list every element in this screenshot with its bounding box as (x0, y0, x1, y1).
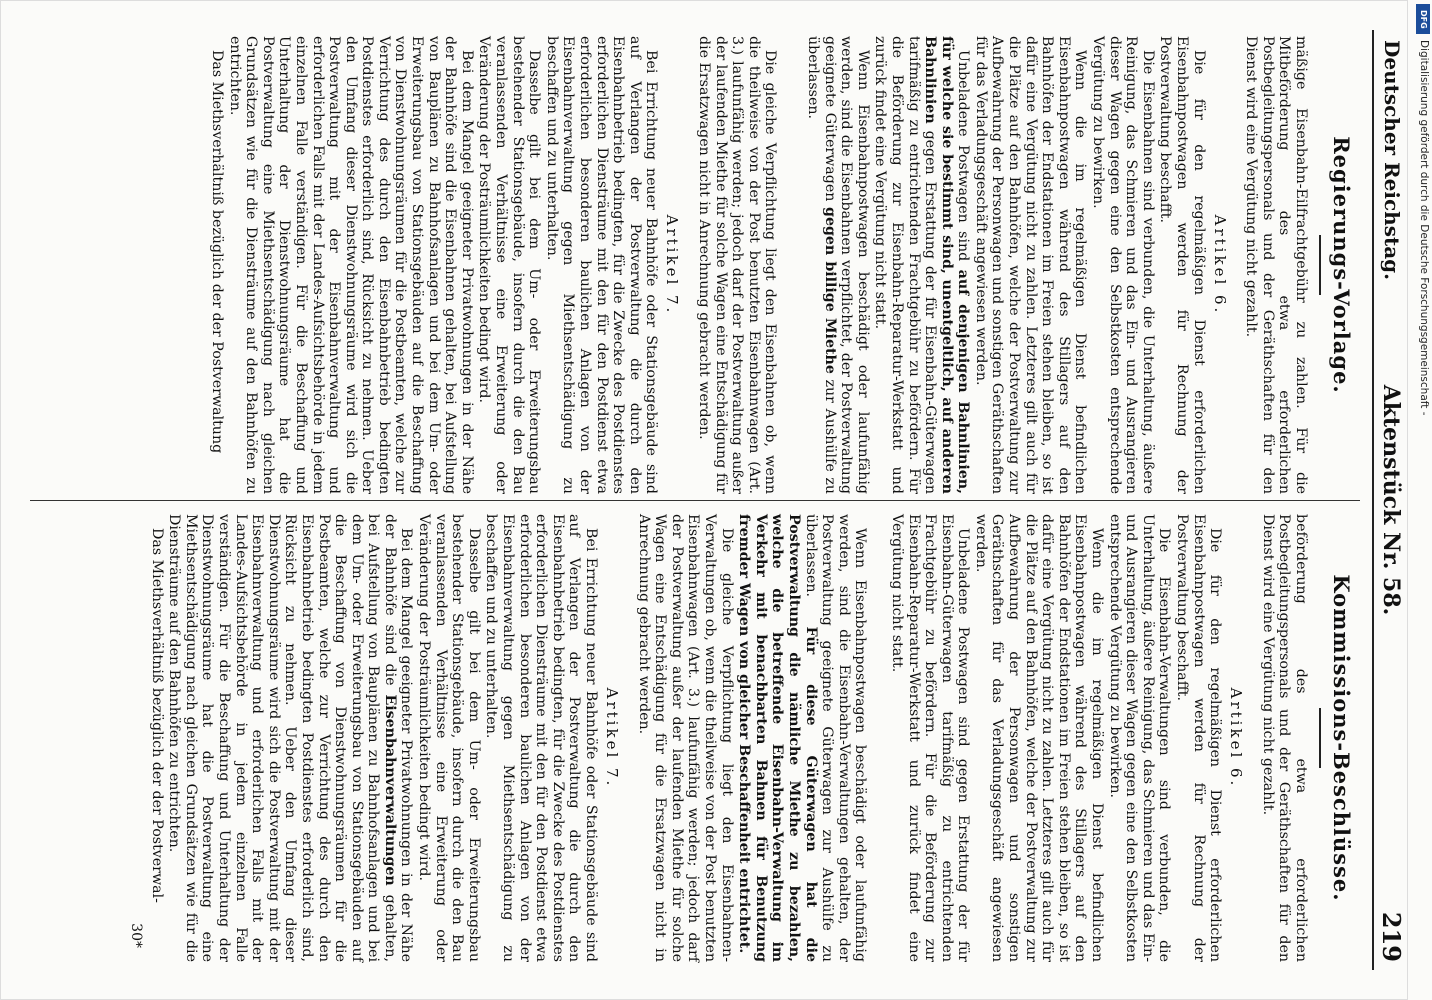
text-run: Wenn Eisenbahnpostwagen beschädigt oder laufunfähig werden, sind die Eisenbahnen verpflichtet, der Postverwaltung geeignete Güterwagen (821, 36, 871, 494)
left-art6-p5 (804, 30, 870, 500)
bold-run: Für diese Güterwagen hat die Postverwaltung die nämliche Miethe zu bezahlen, welche die betreffende Eisenbahn-Verwaltung im Verkehr mit benachbarten Bahnen für Benutzung fremder Wagen von gleicher Beschaffenheit entrichtet. (736, 514, 819, 962)
page-number: 219 (1377, 911, 1406, 962)
title-rule (1319, 235, 1321, 295)
text-run: zur Aushülfe zu überlassen. (804, 36, 838, 495)
right-art7-p1: Bei Errichtung neuer Bahnhöfe oder Stationsgebäude sind auf Verlangen der Postverwaltung die durch den Eisenbahnbetrieb bedingten, für die Zwecke des Postdienstes erforderlichen Diensträume mit den für den Postdienst etwa erforderlichen besonderen baulichen Anlagen von der Eisenbahnverwaltung gegen Miethsentschädigung zu beschaffen und zu unterhalten. (483, 514, 600, 962)
credit-text: Digitalisierung gefördert durch die Deutsche Forschungsgemeinschaft - (1418, 40, 1430, 416)
left-art7-p4: Das Miethsverhältniß bezüglich der der Postverwaltung (208, 50, 225, 454)
government-draft-column (30, 30, 1360, 501)
left-intro: mäßige Eisenbahn-Eilfrachtgebühr zu zahlen. Für die Mitbeförderung des etwa erforderlichen Postbegleitungspersonals und der Geräthschaften für den Dienst wird eine Vergütung nicht gezahlt. (1243, 36, 1309, 494)
left-column-title: Regierungs-Vorlage. (1329, 136, 1354, 394)
right-art7-p3 (166, 508, 415, 968)
bold-run: auf denjenigen Bahnlinien, für welche sie bestimmt sind, unentgeltlich, auf anderen Bahnlinien (922, 36, 972, 494)
text-run: Unbeladene Postwagen sind (955, 50, 972, 262)
left-art6-p4 (872, 30, 972, 500)
credit-strip (1412, 0, 1432, 1000)
right-art6-heading: Artikel 6. (1227, 687, 1246, 789)
left-art6-heading: Artikel 6. (1210, 214, 1229, 316)
left-art7-p2: Dasselbe gilt bei dem Um- oder Erweiterungsbau bestehender Stationsgebäude, insofern durch die den Bau veranlassenden Verhältnisse eine Erweiterung oder Veränderung der Posträumlichkeiten bedingt wird. (476, 36, 543, 494)
right-art7-heading: Artikel 7. (603, 687, 622, 789)
header-document-number: Aktenstück Nr. 58. (1378, 384, 1404, 616)
left-art6-p6: Die gleiche Verpflichtung liegt den Eisenbahnen ob, wenn die theilweise von der Post benutzten Eisenbahnwagen (Art. 3.) laufunfähig werden; jedoch darf der Postverwaltung außer der laufenden Miethe für solche Wagen eine Entschädigung für die Ersatzwagen nicht in Anrechnung gebracht werden. (696, 36, 779, 494)
text-run: Bei dem Mangel geeigneter Privatwohnungen in der Nähe der Bahnhöfe sind die (381, 514, 415, 962)
left-art7-heading: Artikel 7. (663, 214, 682, 316)
text-run: gehalten, bei Aufstellung von Bauplänen zu Bahnhofsanlagen und bei dem Um- oder Erweiterungsbau von Stationsgebäuden auf die Beschaffung von Dienstwohnungsräumen für die Postbeamten, welche zur Verrichtung des durch den Eisenbahnbetrieb bedingten Postdienstes erforderlich sind, Rücksicht zu nehmen. Ueber den Umfang dieser Dienstwohnungsräume wird sich die Postverwaltung mit der Eisenbahnverwaltung und erforderlichen Falls mit der Landes-Aufsichtsbehörde in jedem einzelnen Falle verständigen. Für die Beschaffung und Unterhaltung der Dienstwohnungsräume hat die Postverwaltung eine Miethsentschädigung nach gleichen Grundsätzen wie für die Diensträume auf den Bahnhöfen zu entrichten. (166, 514, 398, 963)
header-publication: Deutscher Reichstag. (1380, 40, 1404, 281)
right-art6-p3: Wenn die im regelmäßigen Dienst befindlichen Eisenbahnpostwagen während des Stillagers auf den Bahnhöfen der Endstationen im Freien stehen bleiben, so ist dafür eine Vergütung nicht zu zahlen. Letzteres gilt auch für die Plätze auf den Bahnhöfen, welche der Postverwaltung zur Aufbewahrung der Personwagen und sonstigen Geräthschaften für das Verladungsgeschäft angewiesen werden. (972, 514, 1106, 962)
right-art6-p4: Unbeladene Postwagen sind gegen Erstattung der für Eisenbahn-Güterwagen tarifmäßig zu entrichtenden Frachtgebühr zu befördern. Für die Beförderung zur Eisenbahn-Reparatur-Werkstatt und zurück findet eine Vergütung nicht statt. (888, 514, 972, 962)
right-intro: beförderung des etwa erforderlichen Postbegleitungspersonals und der Geräthschaften für den Dienst wird eine Vergütung nicht gezahlt. (1259, 514, 1309, 962)
signature-mark: 30* (128, 923, 144, 948)
right-art6-p1: Die für den regelmäßigen Dienst erforderlichen Eisenbahnpostwagen werden für Rechnung der Postverwaltung beschafft. (1174, 514, 1224, 962)
left-art6-p1: Die für den regelmäßigen Dienst erforderlichen Eisenbahnpostwagen werden für Rechnung der Postverwaltung beschafft. (1157, 36, 1207, 494)
committee-resolutions-column (30, 508, 1360, 968)
left-art7-p1: Bei Errichtung neuer Bahnhöfe oder Stationsgebäude sind auf Verlangen der Postverwaltung die durch den Eisenbahnbetrieb bedingten, für die Zwecke des Postdienstes erforderlichen Diensträume mit den für den Postdienst etwa erforderlichen besonderen baulichen Anlagen von der Eisenbahnverwaltung gegen Miethsentschädigung zu beschaffen und zu unterhalten. (543, 36, 660, 494)
right-art6-p6: Die gleiche Verpflichtung liegt den Eisenbahnen-Verwaltungen ob, wenn die theilweise von der Post benutzten Eisenbahnwagen (Art. 3.) laufunfähig werden; jedoch darf der Postverwaltung außer der laufenden Miethe für solche Wagen eine Entschädigung für die Ersatzwagen nicht in Anrechnung gebracht werden. (635, 514, 735, 962)
left-art6-p2: Die Eisenbahnen sind verbunden, die Unterhaltung, äußere Reinigung, das Schmieren und das Ein- und Ausrangieren dieser Wagen gegen eine den Selbstkosten entsprechende Vergütung zu bewirken. (1090, 36, 1156, 494)
left-art6-p3: Wenn die im regelmäßigen Dienst befindlichen Eisenbahnpostwagen während des Stillagers auf den Bahnhöfen der Endstationen im Freien stehen bleiben, so ist dafür eine Vergütung nicht zu zahlen. Letzteres gilt auch für die Plätze auf den Bahnhöfen, welche der Postverwaltung zur Aufbewahrung der Personwagen und sonstigen Geräthschaften für das Verladungsgeschäft angewiesen werden. (972, 36, 1089, 494)
right-art6-p2: Die Eisenbahn-Verwaltungen sind verbunden, die Unterhaltung, äußere Reinigung, das Schmieren und das Ein- und Ausrangieren dieser Wagen gegen eine den Selbstkosten entsprechende Vergütung zu bewirken. (1106, 514, 1173, 962)
right-art7-p4: Das Miethsverhältniß bezüglich der der Postverwal- (148, 528, 165, 903)
right-column-title: Kommissions-Beschlüsse. (1329, 574, 1354, 902)
rotated-page-content (20, 30, 1410, 970)
text-run: gegen Erstattung der für Eisenbahn-Güterwagen tarifmäßig zu entrichtenden Frachtgebühr zu befördern. Für die Beförderung zur Eisenbahn-Reparatur-Werkstatt und zurück findet eine Vergütung nicht statt. (872, 36, 939, 494)
bold-run: gegen billige Miethe (821, 207, 838, 374)
right-art6-p5 (736, 508, 869, 968)
title-rule (1319, 708, 1321, 768)
dfg-logo: DFG (1416, 4, 1430, 34)
page-header (1372, 30, 1410, 970)
text-run: Wenn Eisenbahnpostwagen beschädigt oder laufunfähig werden, sind die Eisenbahn-Verwaltungen gehalten, der Postverwaltung geeignete Güterwagen zur Aushülfe zu überlassen. (802, 514, 869, 962)
left-art7-p3: Bei dem Mangel geeigneter Privatwohnungen in der Nähe der Bahnhöfe sind die Eisenbahnen gehalten, bei Aufstellung von Bauplänen zu Bahnhofsanlagen und bei dem Um- oder Erweiterungsbau von Stationsgebäuden auf die Beschaffung von Dienstwohnungsräumen für die Postbeamten, welche zur Verrichtung des durch den Eisenbahnbetrieb bedingten Postdienstes erforderlich sind, Rücksicht zu nehmen. Ueber den Umfang dieser Dienstwohnungsräume wird sich die Postverwaltung mit der Eisenbahnverwaltung und erforderlichen Falls mit der Landes-Aufsichtsbehörde in jedem einzelnen Falle verständigen. Für die Beschaffung und Unterhaltung der Dienstwohnungsräume hat die Postverwaltung eine Miethsentschädigung nach gleichen Grundsätzen wie für die Diensträume auf den Bahnhöfen zu entrichten. (226, 36, 475, 494)
right-art7-p2: Dasselbe gilt bei dem Um- oder Erweiterungsbau bestehender Stationsgebäude, insofern durch die den Bau veranlassenden Verhältnisse eine Erweiterung oder Veränderung der Posträumlichkeiten bedingt wird. (416, 514, 482, 962)
bold-run: Eisenbahnverwaltungen (381, 694, 398, 886)
